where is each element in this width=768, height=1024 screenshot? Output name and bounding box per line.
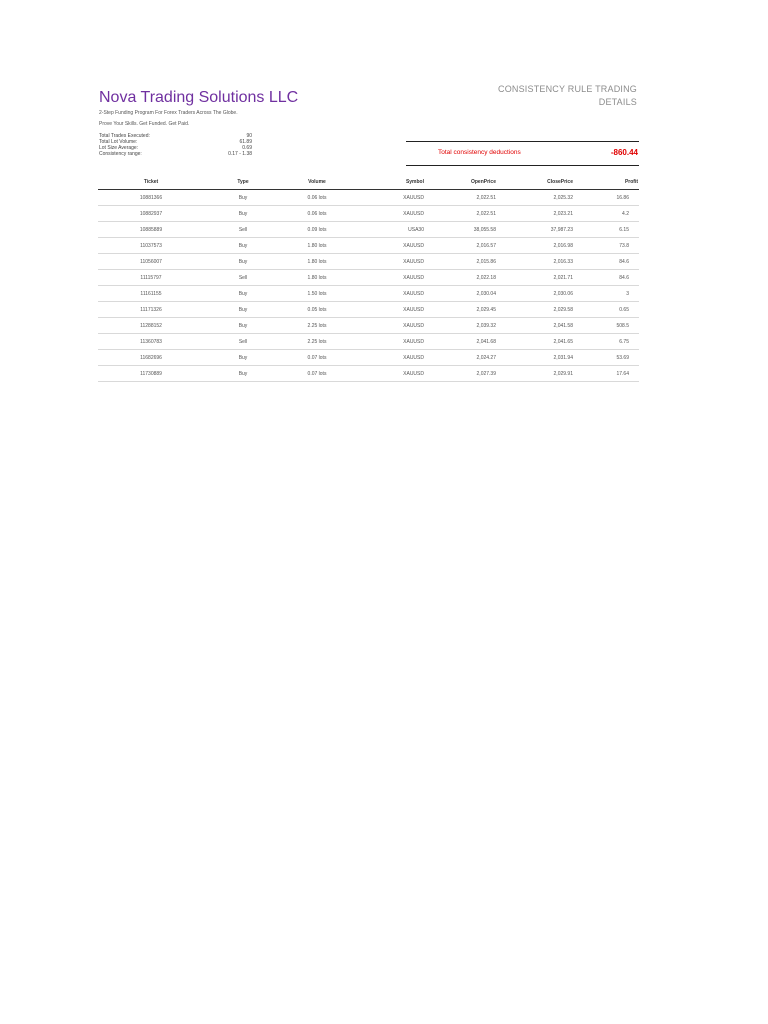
table-row — [98, 334, 639, 350]
table-row — [98, 302, 639, 318]
trades-table-body — [98, 190, 639, 382]
stat-label: Total Lot Volume: — [99, 139, 138, 145]
cell-profit: 3 — [583, 286, 639, 302]
document-title — [457, 83, 637, 109]
stat-label: Total Trades Executed: — [99, 133, 150, 139]
cell-open-price: 2,039.32 — [428, 318, 506, 334]
table-row — [98, 286, 639, 302]
cell-symbol: XAUUSD — [352, 238, 428, 254]
cell-close-price: 2,041.58 — [506, 318, 583, 334]
cell-ticket: 11360783 — [98, 334, 204, 350]
cell-symbol: XAUUSD — [352, 366, 428, 382]
cell-ticket: 11161155 — [98, 286, 204, 302]
cell-profit: 16.86 — [583, 190, 639, 206]
cell-ticket: 10881366 — [98, 190, 204, 206]
cell-open-price: 2,041.68 — [428, 334, 506, 350]
cell-close-price: 2,025.32 — [506, 190, 583, 206]
cell-type: Sell — [204, 270, 282, 286]
cell-volume: 0.06 lots — [282, 190, 352, 206]
cell-open-price: 2,016.57 — [428, 238, 506, 254]
company-slogan: Prove Your Skills. Get Funded. Get Paid. — [99, 121, 190, 127]
table-row — [98, 238, 639, 254]
cell-close-price: 2,029.91 — [506, 366, 583, 382]
table-row — [98, 190, 639, 206]
cell-type: Sell — [204, 334, 282, 350]
cell-close-price: 37,987.23 — [506, 222, 583, 238]
table-row — [98, 206, 639, 222]
cell-close-price: 2,016.33 — [506, 254, 583, 270]
cell-volume: 2.25 lots — [282, 318, 352, 334]
cell-volume: 0.05 lots — [282, 302, 352, 318]
stat-label: Consistency range: — [99, 151, 142, 157]
cell-open-price: 2,030.04 — [428, 286, 506, 302]
summary-stats — [99, 133, 252, 157]
table-row — [98, 222, 639, 238]
cell-symbol: XAUUSD — [352, 334, 428, 350]
cell-close-price: 2,016.98 — [506, 238, 583, 254]
cell-type: Buy — [204, 302, 282, 318]
document-title-line-2: DETAILS — [598, 97, 637, 107]
cell-profit: 4.2 — [583, 206, 639, 222]
table-row — [98, 254, 639, 270]
table-row — [98, 350, 639, 366]
consistency-deductions-box — [406, 141, 639, 166]
company-name: Nova Trading Solutions LLC — [99, 89, 299, 106]
column-header-volume: Volume — [282, 174, 352, 190]
cell-close-price: 2,041.65 — [506, 334, 583, 350]
cell-volume: 1.80 lots — [282, 270, 352, 286]
cell-type: Sell — [204, 222, 282, 238]
cell-type: Buy — [204, 254, 282, 270]
cell-close-price: 2,023.21 — [506, 206, 583, 222]
stat-value: 0.69 — [242, 145, 252, 151]
table-row — [98, 318, 639, 334]
cell-ticket: 11037573 — [98, 238, 204, 254]
cell-close-price: 2,029.58 — [506, 302, 583, 318]
cell-volume: 0.07 lots — [282, 366, 352, 382]
deductions-label: Total consistency deductions — [438, 149, 521, 156]
cell-type: Buy — [204, 366, 282, 382]
cell-open-price: 38,055.58 — [428, 222, 506, 238]
column-header-open-price: OpenPrice — [428, 174, 506, 190]
cell-symbol: XAUUSD — [352, 286, 428, 302]
stat-consistency-range — [99, 151, 252, 157]
table-row — [98, 366, 639, 382]
cell-close-price: 2,021.71 — [506, 270, 583, 286]
column-header-symbol: Symbol — [352, 174, 428, 190]
cell-volume: 0.06 lots — [282, 206, 352, 222]
cell-symbol: XAUUSD — [352, 350, 428, 366]
cell-profit: 0.65 — [583, 302, 639, 318]
cell-open-price: 2,029.45 — [428, 302, 506, 318]
document-title-line-1: CONSISTENCY RULE TRADING — [498, 84, 637, 94]
stat-value: 61.89 — [239, 139, 252, 145]
cell-symbol: XAUUSD — [352, 206, 428, 222]
column-header-ticket: Ticket — [98, 174, 204, 190]
cell-ticket: 10882937 — [98, 206, 204, 222]
cell-ticket: 11682696 — [98, 350, 204, 366]
cell-ticket: 11730889 — [98, 366, 204, 382]
table-row — [98, 270, 639, 286]
cell-volume: 0.09 lots — [282, 222, 352, 238]
cell-profit: 508.5 — [583, 318, 639, 334]
cell-open-price: 2,015.86 — [428, 254, 506, 270]
cell-profit: 53.69 — [583, 350, 639, 366]
cell-type: Buy — [204, 350, 282, 366]
cell-open-price: 2,027.39 — [428, 366, 506, 382]
table-header-row — [98, 174, 639, 190]
cell-volume: 1.80 lots — [282, 254, 352, 270]
cell-open-price: 2,024.27 — [428, 350, 506, 366]
cell-ticket: 11115797 — [98, 270, 204, 286]
cell-profit: 6.15 — [583, 222, 639, 238]
cell-open-price: 2,022.51 — [428, 190, 506, 206]
cell-volume: 1.80 lots — [282, 238, 352, 254]
cell-symbol: XAUUSD — [352, 318, 428, 334]
cell-symbol: XAUUSD — [352, 190, 428, 206]
stat-label: Lot Size Average: — [99, 145, 139, 151]
stat-value: 0.17 - 1.38 — [228, 151, 252, 157]
stat-value: 90 — [246, 133, 252, 139]
cell-volume: 1.50 lots — [282, 286, 352, 302]
cell-ticket: 11171326 — [98, 302, 204, 318]
cell-symbol: XAUUSD — [352, 254, 428, 270]
cell-profit: 84.6 — [583, 270, 639, 286]
deductions-value: -860.44 — [610, 148, 638, 157]
cell-profit: 17.64 — [583, 366, 639, 382]
cell-close-price: 2,031.94 — [506, 350, 583, 366]
column-header-type: Type — [204, 174, 282, 190]
cell-symbol: XAUUSD — [352, 302, 428, 318]
column-header-close-price: ClosePrice — [506, 174, 583, 190]
company-tagline: 2-Step Funding Program For Forex Traders Across The Globe. — [99, 110, 238, 116]
cell-type: Buy — [204, 318, 282, 334]
cell-open-price: 2,022.51 — [428, 206, 506, 222]
cell-profit: 73.8 — [583, 238, 639, 254]
cell-symbol: USA30 — [352, 222, 428, 238]
cell-profit: 84.6 — [583, 254, 639, 270]
cell-type: Buy — [204, 206, 282, 222]
cell-type: Buy — [204, 190, 282, 206]
cell-ticket: 10885889 — [98, 222, 204, 238]
cell-type: Buy — [204, 286, 282, 302]
trades-table — [98, 174, 639, 382]
cell-type: Buy — [204, 238, 282, 254]
cell-ticket: 11288152 — [98, 318, 204, 334]
cell-volume: 2.25 lots — [282, 334, 352, 350]
cell-open-price: 2,022.18 — [428, 270, 506, 286]
cell-profit: 6.75 — [583, 334, 639, 350]
cell-ticket: 11056007 — [98, 254, 204, 270]
cell-volume: 0.07 lots — [282, 350, 352, 366]
column-header-profit: Profit — [583, 174, 639, 190]
cell-symbol: XAUUSD — [352, 270, 428, 286]
cell-close-price: 2,030.06 — [506, 286, 583, 302]
